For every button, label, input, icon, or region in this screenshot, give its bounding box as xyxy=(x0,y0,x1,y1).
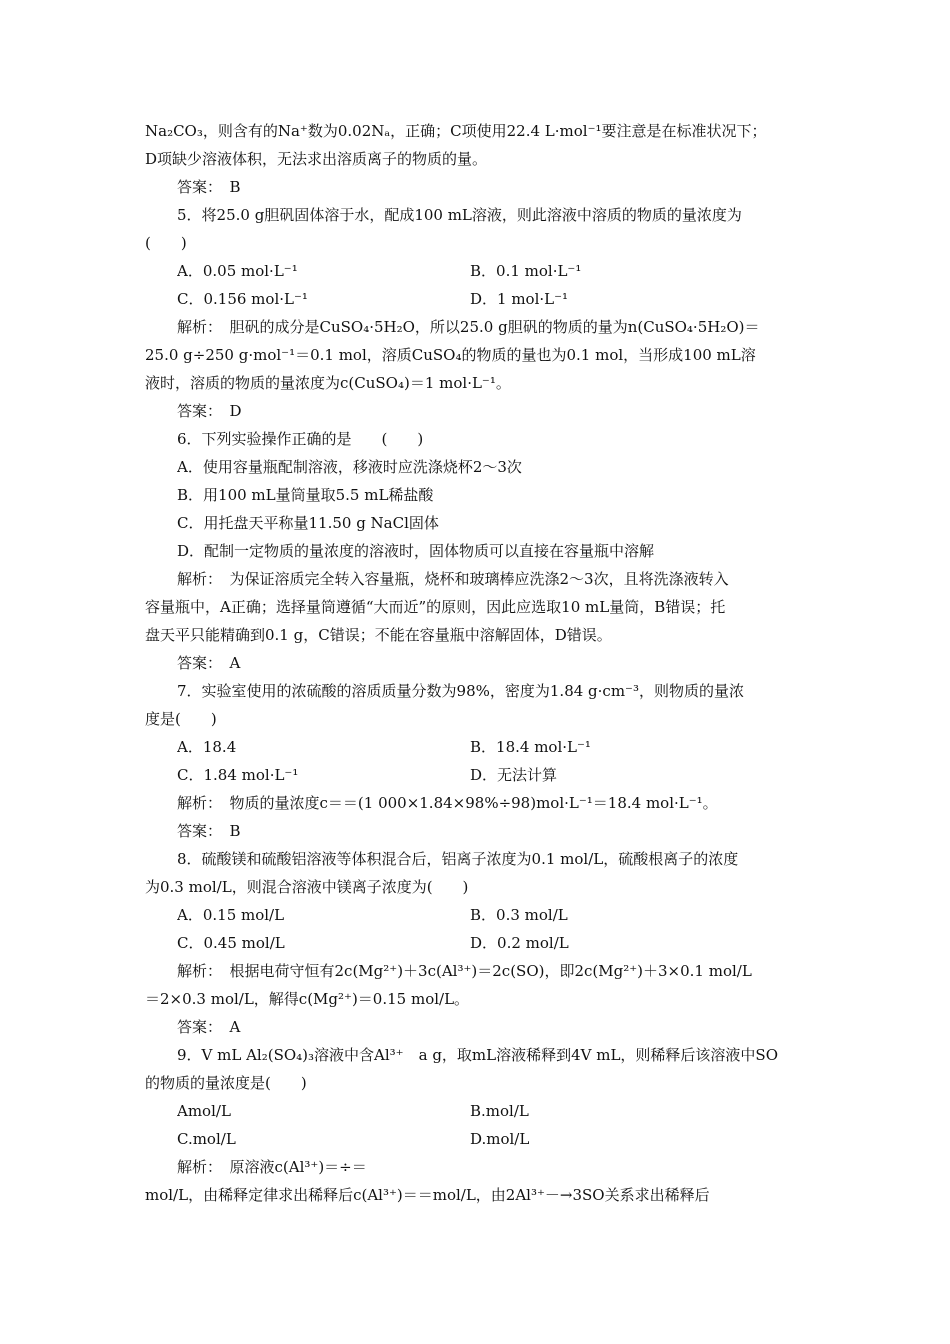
text-line: 盘天平只能精确到0.1 g，C错误；不能在容量瓶中溶解固体，D错误。 xyxy=(145,626,612,644)
option-c: C．0.45 mol/L xyxy=(177,934,285,952)
text-line: 为0.3 mol/L，则混合溶液中镁离子浓度为( ) xyxy=(145,878,469,896)
option-c: C．用托盘天平称量11.50 g NaCl固体 xyxy=(177,514,439,532)
text-line: D项缺少溶液体积，无法求出溶质离子的物质的量。 xyxy=(145,150,488,168)
question-7: 7．实验室使用的浓硫酸的溶质质量分数为98%，密度为1.84 g·cm⁻³，则物质的量浓 xyxy=(177,682,744,700)
analysis-line: 解析： 为保证溶质完全转入容量瓶，烧杯和玻璃棒应洗涤2～3次，且将洗涤液转入 xyxy=(177,570,729,588)
question-6: 6．下列实验操作正确的是 ( ) xyxy=(177,430,424,448)
option-d: D．0.2 mol/L xyxy=(470,934,569,952)
option-a: Amol/L xyxy=(177,1102,231,1120)
text-line: Na₂CO₃，则含有的Na⁺数为0.02Nₐ，正确；C项使用22.4 L·mol⁻¹要注意是在标准状况下； xyxy=(145,122,767,140)
option-d: D.mol/L xyxy=(470,1130,530,1148)
text-line: ( ) xyxy=(145,234,187,252)
question-5: 5．将25.0 g胆矾固体溶于水，配成100 mL溶液，则此溶液中溶质的物质的量浓度为 xyxy=(177,206,742,224)
text-line: mol/L，由稀释定律求出稀释后c(Al³⁺)＝＝mol/L，由2Al³⁺－→3SO关系求出稀释后 xyxy=(145,1186,710,1204)
text-line: 的物质的量浓度是( ) xyxy=(145,1074,307,1092)
option-b: B．0.1 mol·L⁻¹ xyxy=(470,262,582,280)
option-a: A．18.4 xyxy=(177,738,237,756)
answer-line: 答案： A xyxy=(177,1018,241,1036)
text-line: 液时，溶质的物质的量浓度为c(CuSO₄)＝1 mol·L⁻¹。 xyxy=(145,374,511,392)
text-line: ＝2×0.3 mol/L，解得c(Mg²⁺)＝0.15 mol/L。 xyxy=(145,990,470,1008)
option-d: D．1 mol·L⁻¹ xyxy=(470,290,569,308)
option-a: A．使用容量瓶配制溶液，移液时应洗涤烧杯2～3次 xyxy=(177,458,522,476)
answer-line: 答案： B xyxy=(177,178,241,196)
option-a: A．0.05 mol·L⁻¹ xyxy=(177,262,298,280)
analysis-line: 解析： 原溶液c(Al³⁺)＝÷＝ xyxy=(177,1158,367,1176)
text-line: 度是( ) xyxy=(145,710,217,728)
option-b: B．0.3 mol/L xyxy=(470,906,568,924)
text-line: 25.0 g÷250 g·mol⁻¹＝0.1 mol，溶质CuSO₄的物质的量也为0.1 mol，当形成100 mL溶 xyxy=(145,346,756,364)
option-a: A．0.15 mol/L xyxy=(177,906,285,924)
question-9: 9．V mL Al₂(SO₄)₃溶液中含Al³⁺ a g，取mL溶液稀释到4V mL，则稀释后该溶液中SO xyxy=(177,1046,779,1064)
option-c: C.mol/L xyxy=(177,1130,236,1148)
option-d: D．配制一定物质的量浓度的溶液时，固体物质可以直接在容量瓶中溶解 xyxy=(177,542,655,560)
text-line: 容量瓶中，A正确；选择量筒遵循“大而近”的原则，因此应选取10 mL量筒，B错误；托 xyxy=(145,598,726,616)
question-8: 8．硫酸镁和硫酸铝溶液等体积混合后，铝离子浓度为0.1 mol/L，硫酸根离子的浓度 xyxy=(177,850,739,868)
answer-line: 答案： D xyxy=(177,402,242,420)
option-b: B．18.4 mol·L⁻¹ xyxy=(470,738,591,756)
answer-line: 答案： B xyxy=(177,822,241,840)
option-c: C．0.156 mol·L⁻¹ xyxy=(177,290,308,308)
option-d: D．无法计算 xyxy=(470,766,558,784)
option-c: C．1.84 mol·L⁻¹ xyxy=(177,766,299,784)
analysis-line: 解析： 胆矾的成分是CuSO₄·5H₂O，所以25.0 g胆矾的物质的量为n(CuSO₄·5H₂O)＝ xyxy=(177,318,760,336)
option-b: B．用100 mL量筒量取5.5 mL稀盐酸 xyxy=(177,486,434,504)
answer-line: 答案： A xyxy=(177,654,241,672)
option-b: B.mol/L xyxy=(470,1102,529,1120)
analysis-line: 解析： 根据电荷守恒有2c(Mg²⁺)＋3c(Al³⁺)＝2c(SO)，即2c(Mg²⁺)＋3×0.1 mol/L xyxy=(177,962,752,980)
analysis-line: 解析： 物质的量浓度c＝＝(1 000×1.84×98%÷98)mol·L⁻¹＝18.4 mol·L⁻¹。 xyxy=(177,794,718,812)
